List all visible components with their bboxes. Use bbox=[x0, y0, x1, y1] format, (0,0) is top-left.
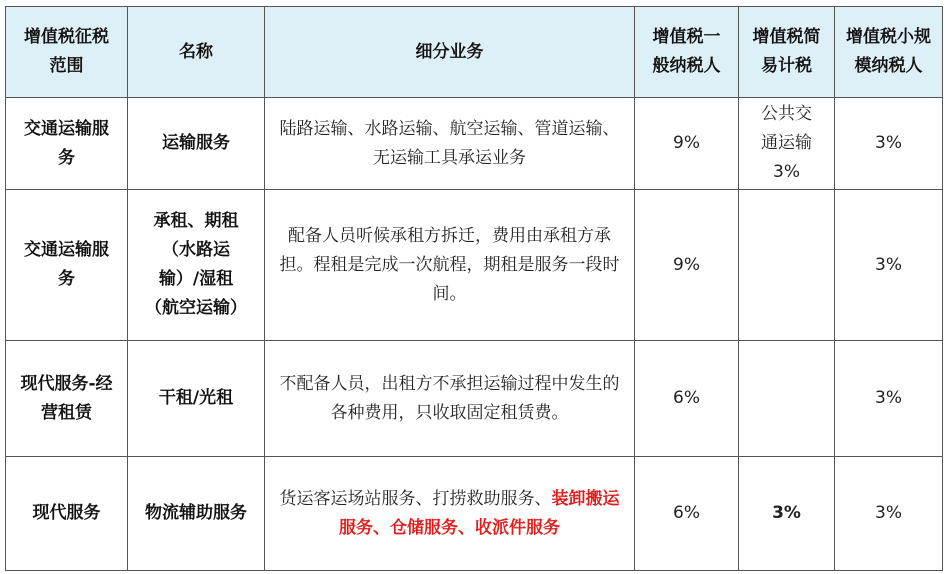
cell-scope: 现代服务-经营租赁 bbox=[6, 341, 128, 457]
header-simple-tax: 增值税简易计税 bbox=[739, 7, 835, 98]
table-row bbox=[6, 457, 943, 571]
table-row bbox=[6, 98, 943, 190]
cell-simple-rate bbox=[739, 341, 835, 457]
cell-detail bbox=[265, 457, 635, 571]
cell-scope: 交通运输服务 bbox=[6, 98, 128, 190]
table-row bbox=[6, 190, 943, 341]
cell-name: 干租/光租 bbox=[128, 341, 265, 457]
cell-small-rate: 3% bbox=[835, 98, 943, 190]
cell-general-rate: 9% bbox=[635, 98, 739, 190]
detail-text: 货运客运场站服务、打捞救助服务、 bbox=[279, 488, 552, 509]
header-name: 名称 bbox=[128, 7, 265, 98]
cell-detail: 陆路运输、水路运输、航空运输、管道运输、无运输工具承运业务 bbox=[265, 98, 635, 190]
cell-name: 运输服务 bbox=[128, 98, 265, 190]
cell-simple-rate: 3% bbox=[739, 457, 835, 571]
cell-small-rate: 3% bbox=[835, 190, 943, 341]
header-detail: 细分业务 bbox=[265, 7, 635, 98]
detail-highlight-text: 装卸搬运服务、仓储服务、收派件服务 bbox=[339, 488, 620, 538]
cell-detail: 配备人员听候承租方拆迁，费用由承租方承担。程租是完成一次航程，期租是服务一段时间。 bbox=[265, 190, 635, 341]
header-row bbox=[6, 7, 943, 98]
cell-small-rate: 3% bbox=[835, 341, 943, 457]
cell-general-rate: 9% bbox=[635, 190, 739, 341]
cell-detail: 不配备人员，出租方不承担运输过程中发生的各种费用，只收取固定租赁费。 bbox=[265, 341, 635, 457]
cell-general-rate: 6% bbox=[635, 457, 739, 571]
cell-name: 物流辅助服务 bbox=[128, 457, 265, 571]
cell-scope: 现代服务 bbox=[6, 457, 128, 571]
cell-simple-rate: 公共交通运输3% bbox=[739, 98, 835, 190]
cell-small-rate: 3% bbox=[835, 457, 943, 571]
header-small-taxpayer: 增值税小规模纳税人 bbox=[835, 7, 943, 98]
cell-simple-rate bbox=[739, 190, 835, 341]
vat-rate-table bbox=[5, 6, 943, 571]
cell-scope: 交通运输服务 bbox=[6, 190, 128, 341]
cell-name: 承租、期租（水路运输）/湿租（航空运输） bbox=[128, 190, 265, 341]
header-general-taxpayer: 增值税一般纳税人 bbox=[635, 7, 739, 98]
cell-general-rate: 6% bbox=[635, 341, 739, 457]
header-scope: 增值税征税范围 bbox=[6, 7, 128, 98]
table-row bbox=[6, 341, 943, 457]
